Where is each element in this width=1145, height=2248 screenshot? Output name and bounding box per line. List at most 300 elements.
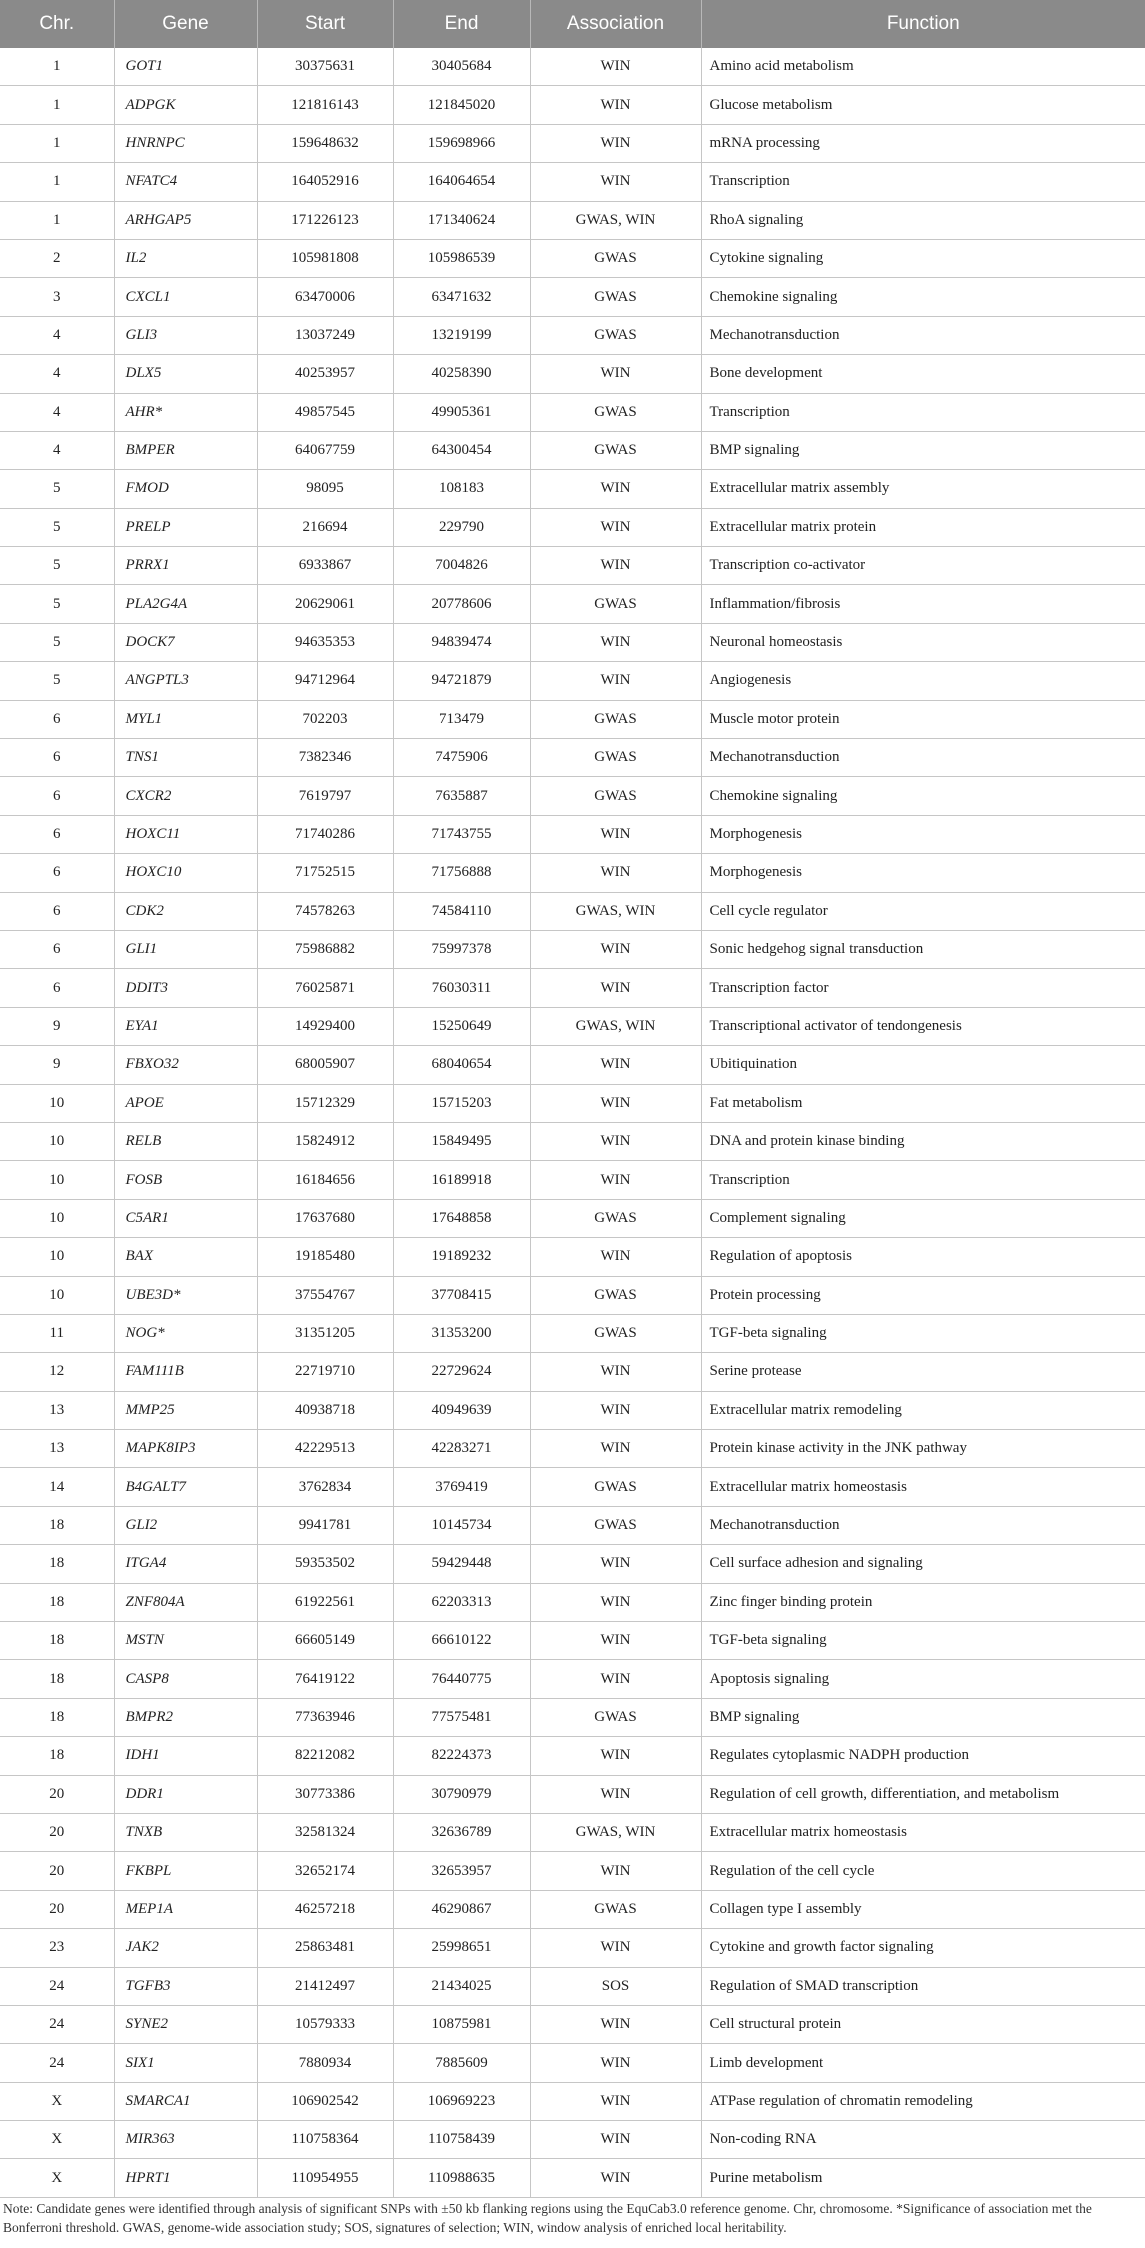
- end-cell: 110758439: [393, 2121, 530, 2159]
- gene-cell: DOCK7: [114, 623, 257, 661]
- end-cell: 7885609: [393, 2044, 530, 2082]
- function-cell: Protein processing: [701, 1276, 1145, 1314]
- chr-cell: 6: [0, 815, 114, 853]
- function-cell: Sonic hedgehog signal transduction: [701, 930, 1145, 968]
- table-row: [0, 393, 1145, 431]
- gene-cell: GLI3: [114, 316, 257, 354]
- chr-cell: 10: [0, 1276, 114, 1314]
- table-row: [0, 355, 1145, 393]
- start-cell: 42229513: [257, 1430, 393, 1468]
- table-row: [0, 1622, 1145, 1660]
- table-row: [0, 1929, 1145, 1967]
- gene-cell: FBXO32: [114, 1046, 257, 1084]
- end-cell: 105986539: [393, 239, 530, 277]
- table-row: [0, 2005, 1145, 2043]
- table-row: [0, 48, 1145, 86]
- gene-cell: CASP8: [114, 1660, 257, 1698]
- end-cell: 159698966: [393, 124, 530, 162]
- gene-cell: AHR*: [114, 393, 257, 431]
- function-cell: Cell cycle regulator: [701, 892, 1145, 930]
- table-body: [0, 48, 1145, 2197]
- end-cell: 15715203: [393, 1084, 530, 1122]
- chr-cell: 5: [0, 508, 114, 546]
- start-cell: 15712329: [257, 1084, 393, 1122]
- gene-cell: DDIT3: [114, 969, 257, 1007]
- header-association: Association: [530, 0, 701, 48]
- start-cell: 7382346: [257, 739, 393, 777]
- function-cell: Purine metabolism: [701, 2159, 1145, 2197]
- association-cell: WIN: [530, 2159, 701, 2197]
- association-cell: GWAS: [530, 316, 701, 354]
- association-cell: WIN: [530, 1622, 701, 1660]
- function-cell: Mechanotransduction: [701, 1506, 1145, 1544]
- table-row: [0, 1314, 1145, 1352]
- end-cell: 37708415: [393, 1276, 530, 1314]
- gene-cell: NOG*: [114, 1314, 257, 1352]
- start-cell: 30375631: [257, 48, 393, 86]
- gene-cell: DLX5: [114, 355, 257, 393]
- association-cell: WIN: [530, 1660, 701, 1698]
- function-cell: Cell structural protein: [701, 2005, 1145, 2043]
- end-cell: 3769419: [393, 1468, 530, 1506]
- start-cell: 159648632: [257, 124, 393, 162]
- table-row: [0, 623, 1145, 661]
- end-cell: 40949639: [393, 1391, 530, 1429]
- end-cell: 16189918: [393, 1161, 530, 1199]
- gene-cell: MMP25: [114, 1391, 257, 1429]
- function-cell: Regulation of cell growth, differentiation, and metabolism: [701, 1775, 1145, 1813]
- start-cell: 31351205: [257, 1314, 393, 1352]
- gene-cell: JAK2: [114, 1929, 257, 1967]
- table-row: [0, 1238, 1145, 1276]
- function-cell: Apoptosis signaling: [701, 1660, 1145, 1698]
- function-cell: Transcription factor: [701, 969, 1145, 1007]
- start-cell: 64067759: [257, 431, 393, 469]
- association-cell: WIN: [530, 163, 701, 201]
- end-cell: 13219199: [393, 316, 530, 354]
- chr-cell: 24: [0, 2044, 114, 2082]
- start-cell: 20629061: [257, 585, 393, 623]
- chr-cell: 18: [0, 1660, 114, 1698]
- function-cell: TGF-beta signaling: [701, 1314, 1145, 1352]
- chr-cell: 9: [0, 1007, 114, 1045]
- chr-cell: 6: [0, 700, 114, 738]
- gene-cell: HOXC11: [114, 815, 257, 853]
- table-row: [0, 1391, 1145, 1429]
- function-cell: BMP signaling: [701, 431, 1145, 469]
- gene-cell: GOT1: [114, 48, 257, 86]
- gene-cell: FAM111B: [114, 1353, 257, 1391]
- start-cell: 25863481: [257, 1929, 393, 1967]
- function-cell: Transcription: [701, 163, 1145, 201]
- function-cell: Fat metabolism: [701, 1084, 1145, 1122]
- gene-cell: ITGA4: [114, 1545, 257, 1583]
- gene-cell: RELB: [114, 1122, 257, 1160]
- chr-cell: 3: [0, 278, 114, 316]
- association-cell: WIN: [530, 1545, 701, 1583]
- gene-cell: HNRNPC: [114, 124, 257, 162]
- start-cell: 40253957: [257, 355, 393, 393]
- start-cell: 216694: [257, 508, 393, 546]
- gene-cell: FKBPL: [114, 1852, 257, 1890]
- association-cell: GWAS, WIN: [530, 1007, 701, 1045]
- table-row: [0, 1468, 1145, 1506]
- header-function: Function: [701, 0, 1145, 48]
- end-cell: 108183: [393, 470, 530, 508]
- end-cell: 7475906: [393, 739, 530, 777]
- function-cell: Glucose metabolism: [701, 86, 1145, 124]
- function-cell: Chemokine signaling: [701, 777, 1145, 815]
- gene-cell: ADPGK: [114, 86, 257, 124]
- gene-cell: IDH1: [114, 1737, 257, 1775]
- gene-cell: C5AR1: [114, 1199, 257, 1237]
- association-cell: WIN: [530, 930, 701, 968]
- chr-cell: 10: [0, 1122, 114, 1160]
- end-cell: 76030311: [393, 969, 530, 1007]
- association-cell: WIN: [530, 854, 701, 892]
- gene-cell: PRRX1: [114, 547, 257, 585]
- gene-cell: ARHGAP5: [114, 201, 257, 239]
- end-cell: 229790: [393, 508, 530, 546]
- start-cell: 10579333: [257, 2005, 393, 2043]
- function-cell: Chemokine signaling: [701, 278, 1145, 316]
- start-cell: 106902542: [257, 2082, 393, 2120]
- start-cell: 68005907: [257, 1046, 393, 1084]
- start-cell: 702203: [257, 700, 393, 738]
- table-row: [0, 508, 1145, 546]
- table-row: [0, 1967, 1145, 2005]
- function-cell: Muscle motor protein: [701, 700, 1145, 738]
- start-cell: 59353502: [257, 1545, 393, 1583]
- table-row: [0, 1698, 1145, 1736]
- table-footnote: Note: Candidate genes were identified through analysis of significant SNPs with ±50 kb flanking regions using the EquCab3.0 reference genome. Chr, chromosome. *Significance of association met the Bonferroni threshold. GWAS, genome-wide association study; SOS, signatures of selection; WIN, window analysis of enriched local heritability.: [3, 2201, 1092, 2235]
- end-cell: 7635887: [393, 777, 530, 815]
- start-cell: 22719710: [257, 1353, 393, 1391]
- start-cell: 77363946: [257, 1698, 393, 1736]
- chr-cell: 18: [0, 1583, 114, 1621]
- chr-cell: 4: [0, 316, 114, 354]
- end-cell: 68040654: [393, 1046, 530, 1084]
- association-cell: GWAS: [530, 585, 701, 623]
- association-cell: WIN: [530, 969, 701, 1007]
- start-cell: 17637680: [257, 1199, 393, 1237]
- function-cell: Transcription: [701, 1161, 1145, 1199]
- end-cell: 15250649: [393, 1007, 530, 1045]
- start-cell: 76419122: [257, 1660, 393, 1698]
- chr-cell: 23: [0, 1929, 114, 1967]
- chr-cell: X: [0, 2159, 114, 2197]
- association-cell: WIN: [530, 508, 701, 546]
- function-cell: Cytokine signaling: [701, 239, 1145, 277]
- association-cell: WIN: [530, 86, 701, 124]
- association-cell: WIN: [530, 1391, 701, 1429]
- gene-cell: SMARCA1: [114, 2082, 257, 2120]
- chr-cell: 5: [0, 547, 114, 585]
- end-cell: 42283271: [393, 1430, 530, 1468]
- table-row: [0, 124, 1145, 162]
- function-cell: Non-coding RNA: [701, 2121, 1145, 2159]
- chr-cell: 10: [0, 1238, 114, 1276]
- table-row: [0, 930, 1145, 968]
- gene-cell: DDR1: [114, 1775, 257, 1813]
- table-row: [0, 662, 1145, 700]
- function-cell: DNA and protein kinase binding: [701, 1122, 1145, 1160]
- function-cell: Collagen type I assembly: [701, 1890, 1145, 1928]
- association-cell: GWAS: [530, 393, 701, 431]
- end-cell: 22729624: [393, 1353, 530, 1391]
- table-row: [0, 163, 1145, 201]
- association-cell: WIN: [530, 2082, 701, 2120]
- association-cell: GWAS, WIN: [530, 201, 701, 239]
- table-row: [0, 1775, 1145, 1813]
- gene-cell: HOXC10: [114, 854, 257, 892]
- association-cell: GWAS: [530, 239, 701, 277]
- chr-cell: 5: [0, 470, 114, 508]
- table-row: [0, 2159, 1145, 2197]
- gene-cell: BAX: [114, 1238, 257, 1276]
- start-cell: 63470006: [257, 278, 393, 316]
- function-cell: Protein kinase activity in the JNK pathway: [701, 1430, 1145, 1468]
- gene-cell: NFATC4: [114, 163, 257, 201]
- gene-cell: HPRT1: [114, 2159, 257, 2197]
- association-cell: GWAS: [530, 700, 701, 738]
- function-cell: Mechanotransduction: [701, 316, 1145, 354]
- chr-cell: 10: [0, 1199, 114, 1237]
- association-cell: WIN: [530, 1084, 701, 1122]
- end-cell: 64300454: [393, 431, 530, 469]
- table-row: [0, 547, 1145, 585]
- end-cell: 71743755: [393, 815, 530, 853]
- start-cell: 66605149: [257, 1622, 393, 1660]
- gene-cell: FOSB: [114, 1161, 257, 1199]
- end-cell: 74584110: [393, 892, 530, 930]
- start-cell: 110758364: [257, 2121, 393, 2159]
- function-cell: RhoA signaling: [701, 201, 1145, 239]
- table-row: [0, 1276, 1145, 1314]
- start-cell: 37554767: [257, 1276, 393, 1314]
- table-row: [0, 739, 1145, 777]
- function-cell: Ubitiquination: [701, 1046, 1145, 1084]
- end-cell: 20778606: [393, 585, 530, 623]
- chr-cell: 2: [0, 239, 114, 277]
- gene-cell: TNS1: [114, 739, 257, 777]
- gene-cell: TGFB3: [114, 1967, 257, 2005]
- association-cell: WIN: [530, 1353, 701, 1391]
- table-row: [0, 815, 1145, 853]
- gene-cell: GLI1: [114, 930, 257, 968]
- end-cell: 106969223: [393, 2082, 530, 2120]
- function-cell: Regulation of the cell cycle: [701, 1852, 1145, 1890]
- gene-cell: MEP1A: [114, 1890, 257, 1928]
- end-cell: 121845020: [393, 86, 530, 124]
- function-cell: Amino acid metabolism: [701, 48, 1145, 86]
- association-cell: WIN: [530, 1852, 701, 1890]
- chr-cell: 10: [0, 1161, 114, 1199]
- chr-cell: 20: [0, 1775, 114, 1813]
- table-row: [0, 1890, 1145, 1928]
- chr-cell: 6: [0, 892, 114, 930]
- gene-cell: PRELP: [114, 508, 257, 546]
- function-cell: Cell surface adhesion and signaling: [701, 1545, 1145, 1583]
- chr-cell: 6: [0, 739, 114, 777]
- end-cell: 49905361: [393, 393, 530, 431]
- end-cell: 10145734: [393, 1506, 530, 1544]
- chr-cell: 18: [0, 1622, 114, 1660]
- start-cell: 13037249: [257, 316, 393, 354]
- table-row: [0, 777, 1145, 815]
- start-cell: 82212082: [257, 1737, 393, 1775]
- function-cell: Regulates cytoplasmic NADPH production: [701, 1737, 1145, 1775]
- start-cell: 40938718: [257, 1391, 393, 1429]
- end-cell: 7004826: [393, 547, 530, 585]
- end-cell: 62203313: [393, 1583, 530, 1621]
- start-cell: 71740286: [257, 815, 393, 853]
- gene-cell: APOE: [114, 1084, 257, 1122]
- end-cell: 30790979: [393, 1775, 530, 1813]
- table-row: [0, 854, 1145, 892]
- end-cell: 164064654: [393, 163, 530, 201]
- association-cell: GWAS, WIN: [530, 892, 701, 930]
- end-cell: 32636789: [393, 1813, 530, 1851]
- table-row: [0, 1353, 1145, 1391]
- start-cell: 121816143: [257, 86, 393, 124]
- end-cell: 32653957: [393, 1852, 530, 1890]
- function-cell: Transcription co-activator: [701, 547, 1145, 585]
- table-row: [0, 1813, 1145, 1851]
- start-cell: 9941781: [257, 1506, 393, 1544]
- chr-cell: 4: [0, 431, 114, 469]
- gene-cell: CXCR2: [114, 777, 257, 815]
- chr-cell: 9: [0, 1046, 114, 1084]
- start-cell: 15824912: [257, 1122, 393, 1160]
- header-start: Start: [257, 0, 393, 48]
- table-row: [0, 278, 1145, 316]
- function-cell: Complement signaling: [701, 1199, 1145, 1237]
- function-cell: BMP signaling: [701, 1698, 1145, 1736]
- function-cell: Angiogenesis: [701, 662, 1145, 700]
- function-cell: Transcriptional activator of tendongenesis: [701, 1007, 1145, 1045]
- end-cell: 25998651: [393, 1929, 530, 1967]
- association-cell: WIN: [530, 547, 701, 585]
- gene-cell: BMPER: [114, 431, 257, 469]
- gene-cell: BMPR2: [114, 1698, 257, 1736]
- table-row: [0, 86, 1145, 124]
- start-cell: 49857545: [257, 393, 393, 431]
- gene-cell: SYNE2: [114, 2005, 257, 2043]
- chr-cell: 1: [0, 124, 114, 162]
- end-cell: 76440775: [393, 1660, 530, 1698]
- chr-cell: 1: [0, 201, 114, 239]
- chr-cell: 5: [0, 662, 114, 700]
- start-cell: 75986882: [257, 930, 393, 968]
- end-cell: 21434025: [393, 1967, 530, 2005]
- function-cell: Inflammation/fibrosis: [701, 585, 1145, 623]
- association-cell: WIN: [530, 623, 701, 661]
- end-cell: 46290867: [393, 1890, 530, 1928]
- table-row: [0, 239, 1145, 277]
- gene-cell: MAPK8IP3: [114, 1430, 257, 1468]
- start-cell: 98095: [257, 470, 393, 508]
- gene-cell: TNXB: [114, 1813, 257, 1851]
- start-cell: 14929400: [257, 1007, 393, 1045]
- table-row: [0, 2044, 1145, 2082]
- association-cell: WIN: [530, 1046, 701, 1084]
- end-cell: 171340624: [393, 201, 530, 239]
- function-cell: Neuronal homeostasis: [701, 623, 1145, 661]
- gene-cell: PLA2G4A: [114, 585, 257, 623]
- start-cell: 6933867: [257, 547, 393, 585]
- function-cell: Morphogenesis: [701, 854, 1145, 892]
- table-row: [0, 1583, 1145, 1621]
- start-cell: 46257218: [257, 1890, 393, 1928]
- chr-cell: 6: [0, 930, 114, 968]
- start-cell: 61922561: [257, 1583, 393, 1621]
- gene-cell: EYA1: [114, 1007, 257, 1045]
- table-row: [0, 201, 1145, 239]
- end-cell: 40258390: [393, 355, 530, 393]
- end-cell: 94721879: [393, 662, 530, 700]
- chr-cell: 6: [0, 969, 114, 1007]
- table-row: [0, 1007, 1145, 1045]
- association-cell: WIN: [530, 1737, 701, 1775]
- function-cell: Serine protease: [701, 1353, 1145, 1391]
- association-cell: GWAS, WIN: [530, 1813, 701, 1851]
- table-row: [0, 1084, 1145, 1122]
- chr-cell: 5: [0, 585, 114, 623]
- end-cell: 110988635: [393, 2159, 530, 2197]
- association-cell: GWAS: [530, 1890, 701, 1928]
- association-cell: WIN: [530, 48, 701, 86]
- chr-cell: 24: [0, 1967, 114, 2005]
- chr-cell: 1: [0, 86, 114, 124]
- start-cell: 30773386: [257, 1775, 393, 1813]
- function-cell: ATPase regulation of chromatin remodeling: [701, 2082, 1145, 2120]
- table-row: [0, 316, 1145, 354]
- chr-cell: 18: [0, 1737, 114, 1775]
- gene-cell: CXCL1: [114, 278, 257, 316]
- chr-cell: 18: [0, 1545, 114, 1583]
- association-cell: GWAS: [530, 278, 701, 316]
- end-cell: 82224373: [393, 1737, 530, 1775]
- header-chr: Chr.: [0, 0, 114, 48]
- end-cell: 19189232: [393, 1238, 530, 1276]
- function-cell: Extracellular matrix homeostasis: [701, 1813, 1145, 1851]
- gene-cell: MSTN: [114, 1622, 257, 1660]
- start-cell: 16184656: [257, 1161, 393, 1199]
- gene-cell: FMOD: [114, 470, 257, 508]
- end-cell: 66610122: [393, 1622, 530, 1660]
- end-cell: 17648858: [393, 1199, 530, 1237]
- chr-cell: 4: [0, 355, 114, 393]
- start-cell: 76025871: [257, 969, 393, 1007]
- gene-cell: SIX1: [114, 2044, 257, 2082]
- association-cell: WIN: [530, 815, 701, 853]
- table-row: [0, 1660, 1145, 1698]
- function-cell: Limb development: [701, 2044, 1145, 2082]
- header-gene: Gene: [114, 0, 257, 48]
- table-row: [0, 700, 1145, 738]
- table-row: [0, 1852, 1145, 1890]
- chr-cell: 12: [0, 1353, 114, 1391]
- chr-cell: 14: [0, 1468, 114, 1506]
- association-cell: GWAS: [530, 1199, 701, 1237]
- table-row: [0, 585, 1145, 623]
- association-cell: WIN: [530, 1122, 701, 1160]
- association-cell: WIN: [530, 1929, 701, 1967]
- start-cell: 21412497: [257, 1967, 393, 2005]
- table-row: [0, 470, 1145, 508]
- start-cell: 94712964: [257, 662, 393, 700]
